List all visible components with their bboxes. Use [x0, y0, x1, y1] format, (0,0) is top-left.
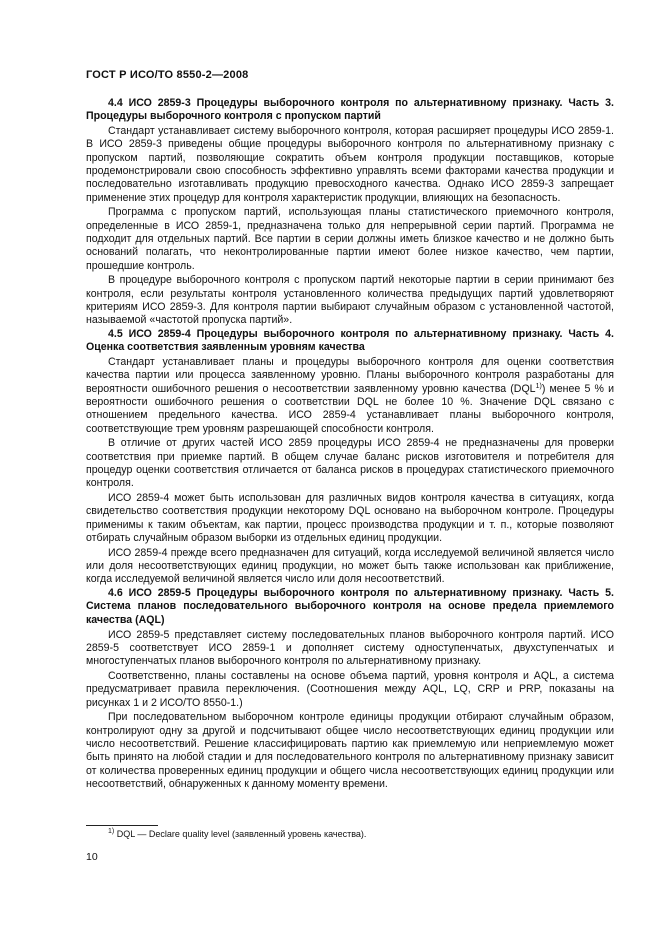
paragraph: ИСО 2859-4 прежде всего предназначен для ситуаций, когда исследуемой величиной является число или доля несоответствующих единиц продукции, но может быть также использован как приближение, когда исследуемой величиной является число или доля несоответствий.: [86, 546, 614, 586]
footnote-marker: 1): [108, 828, 115, 835]
footnote-text: DQL — Declare quality level (заявленный уровень качества).: [116, 829, 367, 839]
paragraph: ИСО 2859-5 представляет систему последовательных планов выборочного контроля партий. ИСО 2859-5 соответствует ИСО 2859-1 и дополняет систему одноступенчатых, двухступенчатых и многоступенчатых планов выборочного контроля по альтернативному признаку.: [86, 628, 614, 668]
text-run: ) менее 5 % и вероятности ошибочного решения о соответствии DQL не более 10 %. Значение DQL связано с отношением предельного качества. ИСО 2859-4 устанавливает планы выборочного контроля, соответствующие трем уровням разрешающей способности контроля.: [86, 382, 614, 435]
footnote: [108, 828, 366, 840]
footnote-reference: 1): [535, 382, 542, 390]
paragraph: В процедуре выборочного контроля с пропуском партий некоторые партии в серии принимают без контроля, если результаты контроля установленного количества предыдущих партий удовлетворяют критериям ИСО 2859-3. Для контроля партии выбирают случайным образом с установленной частотой, называемой «частотой пропуска партий».: [86, 274, 614, 327]
running-header: ГОСТ Р ИСО/ТО 8550-2—2008: [86, 69, 249, 81]
section-heading-4-5: 4.5 ИСО 2859-4 Процедуры выборочного контроля по альтернативному признаку. Часть 4. Оценка соответствия заявленным уровням качества: [86, 328, 614, 354]
paragraph: Соответственно, планы составлены на основе объема партий, уровня контроля и AQL, а система предусматривает правила переключения. (Соотношения между AQL, LQ, CRP и PRP, показаны на рисунках 1 и 2 ИСО/ТО 8550-1.): [86, 669, 614, 709]
paragraph: В отличие от других частей ИСО 2859 процедуры ИСО 2859-4 не предназначены для проверки соответствия при приемке партий. В общем случае баланс рисков изготовителя и потребителя для процедур оценки соответствия отличается от баланса рисков в процедурах статистического приемочного контроля.: [86, 437, 614, 490]
body-text: [86, 97, 614, 793]
paragraph: ИСО 2859-4 может быть использован для различных видов контроля качества в ситуациях, когда свидетельство соответствия продукции некоторому DQL основано на выборочном контроле. Процедуры применимы к таким объектам, как партии, процесс производства продукции и т. п., которые позволяют отбирать случайным образом выборки из отдельных единиц продукции.: [86, 492, 614, 544]
section-heading-4-4: 4.4 ИСО 2859-3 Процедуры выборочного контроля по альтернативному признаку. Часть 3. Процедуры выборочного контроля с пропуском партий: [86, 97, 614, 123]
paragraph: При последовательном выборочном контроле единицы продукции отбирают случайным образом, контролируют одну за другой и подсчитывают общее число несоответствующих единиц продукции или число несоответствий. Решение классифицировать партию как приемлемую или неприемлемую может быть принято на любой стадии и для последовательного контроля по альтернативному признаку зависит от количества проверенных единиц продукции и общего числа несоответствующих единиц продукции или несоответствий, обнаруженных к данному моменту времени.: [86, 711, 614, 790]
paragraph: Стандарт устанавливает систему выборочного контроля, которая расширяет процедуры ИСО 2859-1. В ИСО 2859-3 приведены общие процедуры выборочного контроля по альтернативному признаку с пропуском партий, позволяющие сократить объем контроля продукции поставщиков, которые продемонстрировали свою способность эффективно управлять всеми факторами качества продукции и последовательно изготавливать продукцию превосходного качества. Однако ИСО 2859-3 запрещает применение этих процедур для контроля характеристик продукции, влияющих на безопасность.: [86, 125, 614, 204]
paragraph: Программа с пропуском партий, использующая планы статистического приемочного контроля, определенные в ИСО 2859-1, предназначена только для непрерывной серии партий. Программа не подходит для отдельных партий. Все партии в серии должны иметь близкое качество и не должно быть оснований полагать, что неконтролированные партии имеют более низкое качество, чем партии, прошедшие контроль.: [86, 206, 614, 272]
footnote-separator: [86, 825, 158, 826]
text-run: Стандарт устанавливает планы и процедуры выборочного контроля для оценки соответствия качества партии или процесса заявленному уровню. Планы выборочного контроля разработаны для вероятности ошибочного решения о несоответствии заявленному уровню качества (DQL: [86, 356, 614, 395]
paragraph-with-footnote-ref: [86, 356, 614, 436]
page-number: 10: [86, 851, 98, 863]
section-heading-4-6: 4.6 ИСО 2859-5 Процедуры выборочного контроля по альтернативному признаку. Часть 5. Система планов последовательного выборочного контроля на основе предела приемлемого качества (AQL): [86, 587, 614, 626]
